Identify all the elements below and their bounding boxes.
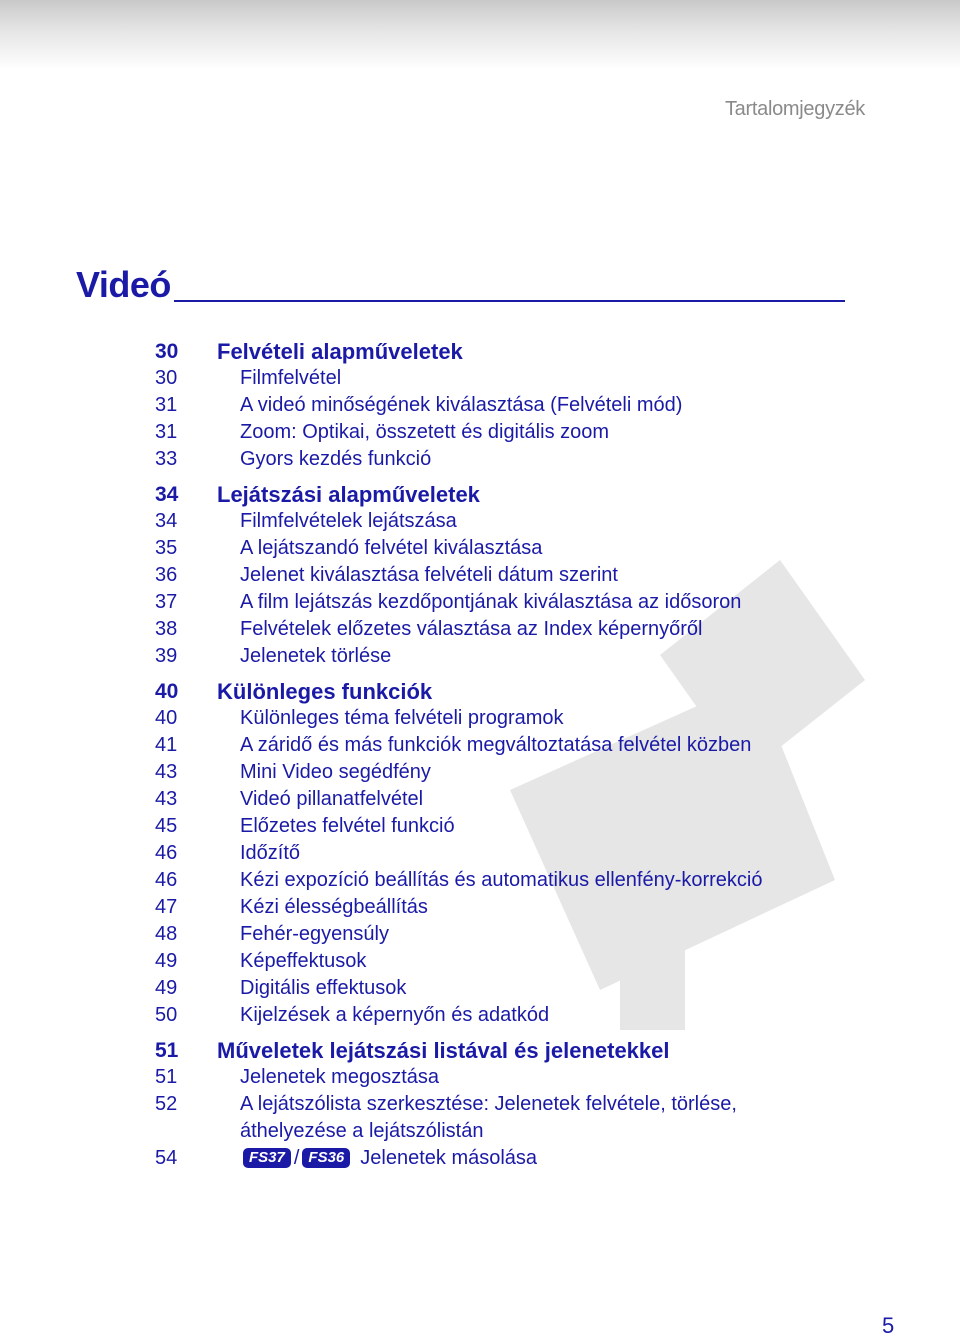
toc-row	[0, 732, 960, 759]
toc-page-number: 50	[155, 1004, 178, 1026]
toc-page-number: 46	[155, 842, 178, 864]
toc-row	[0, 508, 960, 535]
toc-entry-label: Jelenetek másolása	[360, 1147, 538, 1169]
toc-page-number: 34	[155, 483, 179, 506]
toc-page-number: 51	[155, 1039, 179, 1062]
toc-entry-text: Képeffektusok	[240, 950, 367, 972]
toc-row	[0, 867, 960, 894]
toc-entry-text: Kézi élességbeállítás	[240, 896, 428, 918]
toc-heading-text: Felvételi alapműveletek	[217, 339, 463, 364]
toc-row	[0, 1118, 960, 1145]
toc-entry-text: A lejátszólista szerkesztése: Jelenetek felvétele, törlése,	[240, 1093, 737, 1115]
toc-entry-text: Fehér-egyensúly	[240, 923, 389, 945]
toc-heading-row	[0, 678, 960, 705]
toc-entry-text: Különleges téma felvételi programok	[240, 707, 564, 729]
toc-page-number: 33	[155, 448, 178, 470]
toc-entry-text: Időzítő	[240, 842, 301, 864]
toc-row	[0, 419, 960, 446]
toc-row	[0, 392, 960, 419]
toc-row	[0, 535, 960, 562]
page-number: 5	[882, 1313, 895, 1338]
toc-row	[0, 365, 960, 392]
toc-page-number: 40	[155, 680, 179, 703]
toc-row	[0, 446, 960, 473]
badge-separator: /	[293, 1147, 300, 1169]
toc-entry-text: A lejátszandó felvétel kiválasztása	[240, 537, 543, 559]
toc-row	[0, 759, 960, 786]
toc-row	[0, 894, 960, 921]
toc-page-number: 31	[155, 394, 178, 416]
toc-row	[0, 1145, 960, 1172]
toc-entry-text: Filmfelvételek lejátszása	[240, 510, 457, 532]
toc-page-number: 40	[155, 707, 178, 729]
toc-page-number: 43	[155, 761, 178, 783]
toc-entry-text: A videó minőségének kiválasztása (Felvételi mód)	[240, 394, 683, 416]
toc-entry-text: Gyors kezdés funkció	[240, 448, 432, 470]
fs37-model-badge: FS37	[243, 1148, 291, 1168]
toc-entry-text: Jelenetek törlése	[240, 645, 392, 667]
toc-heading-row	[0, 481, 960, 508]
toc-entry-text: A film lejátszás kezdőpontjának kiválasztása az idősoron	[240, 591, 742, 613]
toc-entry-text: Jelenetek megosztása	[240, 1066, 440, 1088]
toc-page-number: 43	[155, 788, 178, 810]
toc-row	[0, 975, 960, 1002]
toc-row	[0, 786, 960, 813]
toc-entry-text: Felvételek előzetes választása az Index képernyőről	[240, 618, 703, 640]
toc-page-number: 51	[155, 1066, 178, 1088]
toc-entry-text: A záridő és más funkciók megváltoztatása felvétel közben	[240, 734, 752, 756]
toc-page-number: 49	[155, 950, 178, 972]
toc-page-number: 41	[155, 734, 178, 756]
toc-row	[0, 589, 960, 616]
toc-page-number: 34	[155, 510, 178, 532]
fs36-model-badge: FS36	[302, 1148, 350, 1168]
toc-page-number: 38	[155, 618, 178, 640]
toc-row	[0, 1002, 960, 1029]
toc-entry-text: Kijelzések a képernyőn és adatkód	[240, 1004, 550, 1026]
toc-entry-text: Kézi expozíció beállítás és automatikus ellenfény-korrekció	[240, 869, 763, 891]
toc-entry-text: Videó pillanatfelvétel	[240, 788, 424, 810]
section-title: Videó	[76, 264, 171, 305]
toc-heading-text: Különleges funkciók	[217, 679, 433, 704]
toc-page-number: 30	[155, 340, 179, 363]
toc-heading-row	[0, 338, 960, 365]
toc-row	[0, 643, 960, 670]
toc-heading-text: Lejátszási alapműveletek	[217, 482, 480, 507]
toc-row	[0, 616, 960, 643]
toc-page-number: 48	[155, 923, 178, 945]
toc-page-number: 30	[155, 367, 178, 389]
toc-heading-text: Műveletek lejátszási listával és jelenetekkel	[217, 1038, 670, 1063]
toc-row	[0, 813, 960, 840]
toc-entry-text: Digitális effektusok	[240, 977, 407, 999]
toc-page-number: 52	[155, 1093, 178, 1115]
toc-row	[0, 562, 960, 589]
toc-page-number: 31	[155, 421, 178, 443]
toc-row	[0, 1091, 960, 1118]
toc-page-number: 45	[155, 815, 178, 837]
toc-page-number: 46	[155, 869, 178, 891]
toc-row	[0, 840, 960, 867]
toc-entry-text: Filmfelvétel	[240, 367, 342, 389]
toc-entry-text: Jelenet kiválasztása felvételi dátum szerint	[240, 564, 618, 586]
toc-page-number: 37	[155, 591, 178, 613]
toc-page-number: 39	[155, 645, 178, 667]
toc-entry-text: Előzetes felvétel funkció	[240, 815, 455, 837]
toc-entry-text: Zoom: Optikai, összetett és digitális zoom	[240, 421, 610, 443]
toc-entry-text: áthelyezése a lejátszólistán	[240, 1120, 484, 1142]
toc-row	[0, 705, 960, 732]
header-title: Tartalomjegyzék	[724, 98, 865, 120]
toc-heading-row	[0, 1037, 960, 1064]
toc-page-number: 49	[155, 977, 178, 999]
toc-page-number: 35	[155, 537, 178, 559]
toc-page-number: 47	[155, 896, 178, 918]
toc-page-number: 36	[155, 564, 178, 586]
toc-row	[0, 948, 960, 975]
toc-row	[0, 921, 960, 948]
toc-page-number: 54	[155, 1147, 178, 1169]
toc-row	[0, 1064, 960, 1091]
toc-entry-text: Mini Video segédfény	[240, 761, 431, 783]
toc-entry-text	[243, 1145, 537, 1172]
